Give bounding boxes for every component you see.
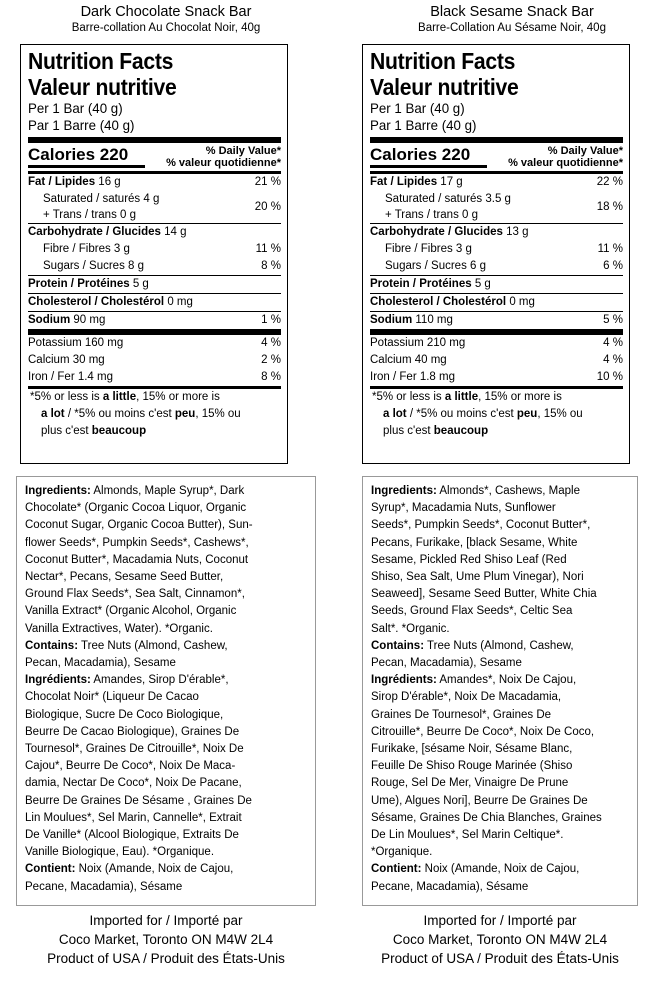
ingredient-text: Feuille De Shiso Rouge Marinée (Shiso <box>371 760 573 773</box>
product-title: Dark Chocolate Snack Bar <box>80 4 252 20</box>
product-subtitle: Barre-Collation Au Sésame Noir, 40g <box>418 22 606 34</box>
carb-label: Carbohydrate / Glucides <box>28 226 161 238</box>
carb-value: 14 g <box>164 226 187 238</box>
ingredient-line <box>25 827 309 844</box>
ingredient-heading: Contains: <box>25 639 79 652</box>
ingredient-text: Pecane, Macadamia), Sésame <box>25 880 183 893</box>
carbohydrate-row <box>28 223 281 241</box>
ingredient-text: Seeds*, Pumpkin Seeds*, Coconut Butter*, <box>371 519 591 532</box>
ingredient-line <box>25 603 309 620</box>
footnote-bold: a little <box>102 391 137 403</box>
ingredient-line <box>371 586 631 603</box>
ingredient-line <box>25 621 309 638</box>
saturated-trans-dv: 18 % <box>596 201 623 213</box>
ingredient-text: Pecan, Macadamia), Sesame <box>371 657 522 670</box>
fat-value: 16 g <box>98 176 121 188</box>
nf-heading-en: Nutrition Facts <box>370 48 516 74</box>
dv-header-en: % Daily Value* <box>205 145 281 157</box>
calcium-dv: 4 % <box>603 354 623 366</box>
footnote-text: plus c'est <box>41 425 92 437</box>
fat-label: Fat / Lipides <box>28 176 96 188</box>
footnote-bold: beaucoup <box>433 425 489 437</box>
importer-line-2: Coco Market, Toronto ON M4W 2L4 <box>392 932 608 947</box>
protein-label: Protein / Protéines <box>370 278 472 290</box>
ingredient-text: *Organique. <box>371 846 433 859</box>
ingredient-text: Beurre De Cacao Biologique), Graines De <box>25 725 240 738</box>
sodium-value: 90 mg <box>73 314 106 326</box>
iron-dv: 10 % <box>596 371 623 383</box>
ingredient-line <box>25 758 309 775</box>
ingredient-line <box>25 517 309 534</box>
ingredient-line <box>25 655 309 672</box>
sugars-dv: 6 % <box>603 260 623 272</box>
calcium-label: Calcium 40 mg <box>370 354 447 366</box>
ingredient-text: flower Seeds*, Pumpkin Seeds*, Cashews*, <box>25 536 249 549</box>
iron-label: Iron / Fer 1.8 mg <box>370 371 456 383</box>
daily-value-footnote <box>28 389 281 440</box>
ingredient-text: De Lin Moulues*, Sel Marin Celtique*. <box>371 829 564 842</box>
ingredient-text: Chocolate* (Organic Cocoa Liquor, Organic <box>25 502 247 515</box>
footnote-text: plus c'est <box>383 425 434 437</box>
ingredient-text: Tree Nuts (Almond, Cashew, <box>424 639 574 652</box>
importer-line-1: Imported for / Importé par <box>423 913 577 928</box>
ingredient-text: Salt*. *Organic. <box>371 622 450 635</box>
ingredients-box <box>362 476 638 906</box>
nf-heading-fr: Valeur nutritive <box>370 74 519 100</box>
cholesterol-value: 0 mg <box>167 296 193 308</box>
ingredient-line <box>371 569 631 586</box>
iron-row <box>370 369 623 386</box>
sugars-label: Sugars / Sucres 6 g <box>385 260 486 272</box>
ingredient-line <box>25 724 309 741</box>
saturated-trans-dv: 20 % <box>254 201 281 213</box>
ingredient-text: Syrup*, Macadamia Nuts, Sunflower <box>371 502 556 515</box>
fibre-dv: 11 % <box>597 243 623 255</box>
carbohydrate-row <box>370 223 623 241</box>
cholesterol-label: Cholesterol / Cholestérol <box>370 296 507 308</box>
importer-info <box>362 911 638 968</box>
ingredient-line <box>371 517 631 534</box>
ingredient-text: Furikake, [sésame Noir, Sésame Blanc, <box>371 743 573 756</box>
footnote-text: , 15% ou <box>537 408 583 420</box>
footnote-bold: a little <box>444 391 479 403</box>
nf-heading-en: Nutrition Facts <box>28 48 174 74</box>
ingredient-text: Amandes*, Noix De Cajou, <box>436 674 577 687</box>
cholesterol-value: 0 mg <box>509 296 535 308</box>
footnote-bold: peu <box>516 408 538 420</box>
sugars-label: Sugars / Sucres 8 g <box>43 260 144 272</box>
iron-row <box>28 369 281 386</box>
ingredient-text: Biologique, Sucre De Coco Biologique, <box>25 708 224 721</box>
ingredient-line <box>25 844 309 861</box>
potassium-label: Potassium 160 mg <box>28 337 124 349</box>
ingredient-line <box>371 741 631 758</box>
ingredient-text: Ground Flax Seeds*, Sea Salt, Cinnamon*, <box>25 588 245 601</box>
ingredient-line <box>371 879 631 896</box>
ingredient-text: Pecan, Macadamia), Sesame <box>25 657 176 670</box>
ingredients-box <box>16 476 316 906</box>
ingredient-heading: Contains: <box>371 639 425 652</box>
ingredient-line <box>371 844 631 861</box>
fat-dv: 22 % <box>596 176 623 188</box>
ingredient-line <box>25 741 309 758</box>
sodium-label: Sodium <box>28 314 71 326</box>
footnote-text: *5% or less is <box>372 391 445 403</box>
protein-row <box>370 275 623 293</box>
fibre-label: Fibre / Fibres 3 g <box>43 243 130 255</box>
calories-row <box>370 143 623 171</box>
product-subtitle: Barre-collation Au Chocolat Noir, 40g <box>71 22 261 34</box>
sodium-row <box>370 311 623 329</box>
sodium-row <box>28 311 281 329</box>
footnote-text: / *5% ou moins c'est <box>64 408 175 420</box>
fibre-row <box>370 241 623 258</box>
trans-label: + Trans / trans 0 g <box>385 209 479 221</box>
ingredient-text: Vanilla Extract* (Organic Alcohol, Organic <box>25 605 237 618</box>
sugars-dv: 8 % <box>261 260 281 272</box>
saturated-label: Saturated / saturés 4 g <box>43 193 160 205</box>
potassium-label: Potassium 210 mg <box>370 337 466 349</box>
ingredient-text: Sirop D'érable*, Noix De Macadamia, <box>371 691 562 704</box>
footnote-bold: a lot <box>41 408 65 420</box>
calories-underline <box>28 165 145 168</box>
iron-dv: 8 % <box>261 371 281 383</box>
trans-label: + Trans / trans 0 g <box>43 209 137 221</box>
ingredient-text: Chocolat Noir* (Liqueur De Cacao <box>25 691 199 704</box>
ingredient-heading: Ingredients: <box>371 485 437 497</box>
ingredient-text: Nectar*, Pecans, Sesame Seed Butter, <box>25 571 224 584</box>
protein-value: 5 g <box>132 278 149 290</box>
serving-size-fr: Par 1 Barre (40 g) <box>370 117 477 133</box>
sugars-row <box>370 258 623 275</box>
ingredient-line <box>371 775 631 792</box>
ingredient-line <box>25 689 309 706</box>
ingredient-line <box>371 758 631 775</box>
ingredient-line <box>371 638 631 655</box>
daily-value-header <box>166 145 281 169</box>
ingredient-line <box>371 621 631 638</box>
saturated-trans-row <box>370 191 623 223</box>
carb-label: Carbohydrate / Glucides <box>370 226 503 238</box>
cholesterol-row <box>370 293 623 311</box>
potassium-dv: 4 % <box>261 337 281 349</box>
ingredient-text: De Vanille* (Alcool Biologique, Extraits De <box>25 829 239 842</box>
potassium-row <box>28 335 281 352</box>
ingredient-line <box>371 483 631 500</box>
sodium-label: Sodium <box>370 314 413 326</box>
ingredient-line <box>25 569 309 586</box>
fat-value: 17 g <box>440 176 463 188</box>
calcium-row <box>28 352 281 369</box>
ingredient-text: Tree Nuts (Almond, Cashew, <box>78 639 228 652</box>
dv-header-en: % Daily Value* <box>547 145 623 157</box>
ingredient-text: Vanille Biologique, Eau). *Organique. <box>25 846 215 859</box>
calories-underline <box>370 165 487 168</box>
ingredient-line <box>25 483 309 500</box>
calories-row <box>28 143 281 171</box>
ingredient-text: Almonds*, Cashews, Maple <box>436 485 580 497</box>
importer-line-3: Product of USA / Produit des États-Unis <box>47 951 285 966</box>
importer-line-1: Imported for / Importé par <box>89 913 243 928</box>
ingredient-line <box>371 707 631 724</box>
daily-value-footnote <box>370 389 623 440</box>
footnote-bold: a lot <box>383 408 407 420</box>
dv-header-fr: % valeur quotidienne* <box>166 157 281 169</box>
ingredient-text: Sesame, Pickled Red Shiso Leaf (Red <box>371 553 567 566</box>
serving-size-en: Per 1 Bar (40 g) <box>28 100 123 116</box>
cholesterol-row <box>28 293 281 311</box>
ingredient-line <box>25 638 309 655</box>
carb-value: 13 g <box>506 226 529 238</box>
ingredient-line <box>371 500 631 517</box>
importer-line-2: Coco Market, Toronto ON M4W 2L4 <box>58 932 274 947</box>
footnote-text: *5% or less is <box>30 391 103 403</box>
product-column-dark-chocolate <box>16 0 316 968</box>
fibre-label: Fibre / Fibres 3 g <box>385 243 472 255</box>
ingredient-text: Almonds, Maple Syrup*, Dark <box>90 485 245 497</box>
ingredient-text: Vanilla Extractives, Water). *Organic. <box>25 622 213 635</box>
ingredient-text: Tournesol*, Graines De Citrouille*, Noix De <box>25 743 244 756</box>
ingredient-text: Amandes, Sirop D'érable*, <box>90 674 229 687</box>
calories-label: Calories 220 <box>370 145 471 164</box>
footnote-text: , 15% or more is <box>478 391 562 403</box>
ingredient-line <box>371 810 631 827</box>
fat-row <box>370 174 623 191</box>
serving-size-en: Per 1 Bar (40 g) <box>370 100 465 116</box>
ingredient-heading: Contient: <box>371 863 422 876</box>
ingredient-line <box>25 775 309 792</box>
ingredient-text: Noix (Amande, Noix de Cajou, <box>421 863 580 876</box>
ingredient-heading: Ingredients: <box>25 485 91 497</box>
ingredient-line <box>371 535 631 552</box>
sugars-row <box>28 258 281 275</box>
ingredient-text: Pecans, Furikake, [black Sesame, White <box>371 536 578 549</box>
ingredient-line <box>371 793 631 810</box>
fat-row <box>28 174 281 191</box>
saturated-trans-row <box>28 191 281 223</box>
ingredient-line <box>371 724 631 741</box>
ingredient-text: Citrouille*, Beurre De Coco*, Noix De Coco, <box>371 725 595 738</box>
ingredient-text: Ume), Algues Nori], Beurre De Graines De <box>371 794 588 807</box>
ingredient-heading: Contient: <box>25 863 76 876</box>
sodium-value: 110 mg <box>415 314 453 326</box>
protein-value: 5 g <box>474 278 491 290</box>
fibre-row <box>28 241 281 258</box>
cholesterol-label: Cholesterol / Cholestérol <box>28 296 165 308</box>
potassium-row <box>370 335 623 352</box>
fibre-dv: 11 % <box>255 243 281 255</box>
ingredient-text: Shiso, Sea Salt, Ume Plum Vinegar), Nori <box>371 571 584 584</box>
product-title: Black Sesame Snack Bar <box>430 4 594 20</box>
ingredient-line <box>25 879 309 896</box>
ingredient-line <box>25 672 309 689</box>
nutrition-facts-table <box>20 44 288 464</box>
ingredient-line <box>371 552 631 569</box>
footnote-text: / *5% ou moins c'est <box>406 408 517 420</box>
importer-line-3: Product of USA / Produit des États-Unis <box>381 951 619 966</box>
sodium-dv: 1 % <box>261 314 281 326</box>
ingredient-text: damia, Nectar De Coco*, Noix De Pacane, <box>25 777 242 790</box>
footnote-bold: peu <box>174 408 196 420</box>
sodium-dv: 5 % <box>603 314 623 326</box>
ingredient-text: Noix (Amande, Noix de Cajou, <box>75 863 234 876</box>
ingredient-heading: Ingrédients: <box>371 674 437 687</box>
serving-size-fr: Par 1 Barre (40 g) <box>28 117 135 133</box>
calcium-label: Calcium 30 mg <box>28 354 105 366</box>
ingredient-text: Sésame, Graines De Chia Blanches, Graines <box>371 811 602 824</box>
footnote-text: , 15% or more is <box>136 391 220 403</box>
product-column-black-sesame <box>362 0 650 968</box>
saturated-label: Saturated / saturés 3.5 g <box>385 193 511 205</box>
fat-dv: 21 % <box>254 176 281 188</box>
ingredient-text: Lin Moulues*, Sel Marin, Cannelle*, Extrait <box>25 811 242 824</box>
ingredient-heading: Ingrédients: <box>25 674 91 687</box>
protein-row <box>28 275 281 293</box>
ingredient-line <box>371 603 631 620</box>
ingredient-text: Graines De Tournesol*, Graines De <box>371 708 552 721</box>
ingredient-line <box>371 655 631 672</box>
footnote-text: , 15% ou <box>195 408 241 420</box>
nutrition-facts-table <box>362 44 630 464</box>
importer-info <box>16 911 316 968</box>
ingredient-text: Seaweed], Sesame Seed Butter, White Chia <box>371 588 597 601</box>
ingredient-line <box>371 689 631 706</box>
potassium-dv: 4 % <box>603 337 623 349</box>
ingredient-line <box>25 793 309 810</box>
dv-header-fr: % valeur quotidienne* <box>508 157 623 169</box>
ingredient-text: Rouge, Sel De Mer, Vinaigre De Prune <box>371 777 569 790</box>
ingredient-text: Coconut Butter*, Macadamia Nuts, Coconut <box>25 553 249 566</box>
ingredient-line <box>25 861 309 878</box>
daily-value-header <box>508 145 623 169</box>
ingredient-text: Cajou*, Beurre De Coco*, Noix De Maca- <box>25 760 236 773</box>
ingredient-text: Pecane, Macadamia), Sésame <box>371 880 529 893</box>
nf-heading-fr: Valeur nutritive <box>28 74 177 100</box>
footnote-bold: beaucoup <box>91 425 147 437</box>
ingredient-line <box>25 586 309 603</box>
calories-label: Calories 220 <box>28 145 129 164</box>
ingredient-line <box>25 707 309 724</box>
fat-label: Fat / Lipides <box>370 176 438 188</box>
ingredient-line <box>25 500 309 517</box>
ingredient-line <box>25 552 309 569</box>
ingredient-line <box>371 861 631 878</box>
ingredient-text: Seeds, Ground Flax Seeds*, Celtic Sea <box>371 605 573 618</box>
ingredient-text: Beurre De Graines De Sésame , Graines De <box>25 794 252 807</box>
calcium-row <box>370 352 623 369</box>
ingredient-text: Coconut Sugar, Organic Cocoa Butter), Sun- <box>25 519 253 532</box>
ingredient-line <box>371 672 631 689</box>
ingredient-line <box>371 827 631 844</box>
ingredient-line <box>25 810 309 827</box>
iron-label: Iron / Fer 1.4 mg <box>28 371 114 383</box>
calcium-dv: 2 % <box>261 354 281 366</box>
protein-label: Protein / Protéines <box>28 278 130 290</box>
ingredient-line <box>25 535 309 552</box>
